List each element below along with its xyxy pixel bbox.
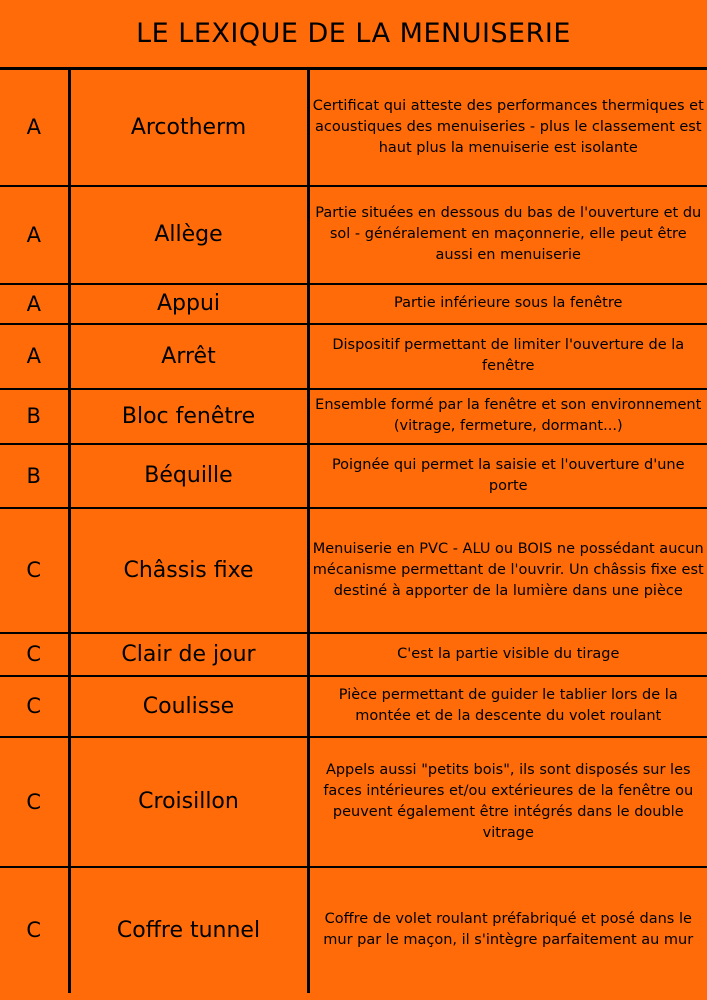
table-row (0, 737, 707, 867)
row-definition: Pièce permettant de guider le tablier lors de la montée et de la descente du volet roulant (308, 676, 707, 737)
row-definition: Partie situées en dessous du bas de l'ouverture et du sol - généralement en maçonnerie, elle peut être aussi en menuiserie (308, 186, 707, 284)
row-definition: Ensemble formé par la fenêtre et son environnement (vitrage, fermeture, dormant...) (308, 389, 707, 444)
row-term: Allège (69, 186, 308, 284)
row-term: Châssis fixe (69, 508, 308, 633)
lexicon-table (0, 67, 707, 993)
row-letter: B (0, 389, 69, 444)
page-title: LE LEXIQUE DE LA MENUISERIE (136, 18, 571, 49)
row-definition: Dispositif permettant de limiter l'ouverture de la fenêtre (308, 324, 707, 389)
row-letter: C (0, 737, 69, 867)
row-definition: C'est la partie visible du tirage (308, 633, 707, 676)
row-letter: A (0, 284, 69, 324)
row-letter: B (0, 444, 69, 508)
row-letter: A (0, 324, 69, 389)
row-term: Appui (69, 284, 308, 324)
row-letter: C (0, 508, 69, 633)
table-row (0, 284, 707, 324)
row-term: Clair de jour (69, 633, 308, 676)
row-definition: Partie inférieure sous la fenêtre (308, 284, 707, 324)
row-definition: Menuiserie en PVC - ALU ou BOIS ne possédant aucun mécanisme permettant de l'ouvrir. Un châssis fixe est destiné à apporter de la lumière dans une pièce (308, 508, 707, 633)
table-row (0, 867, 707, 993)
table-row (0, 186, 707, 284)
row-definition: Certificat qui atteste des performances thermiques et acoustiques des menuiseries - plus le classement est haut plus la menuiserie est isolante (308, 69, 707, 186)
table-row (0, 324, 707, 389)
row-definition: Poignée qui permet la saisie et l'ouverture d'une porte (308, 444, 707, 508)
table-row (0, 444, 707, 508)
row-term: Arcotherm (69, 69, 308, 186)
row-term: Coffre tunnel (69, 867, 308, 993)
row-letter: A (0, 69, 69, 186)
row-letter: C (0, 867, 69, 993)
row-term: Béquille (69, 444, 308, 508)
table-row (0, 633, 707, 676)
table-row (0, 508, 707, 633)
row-term: Coulisse (69, 676, 308, 737)
row-term: Arrêt (69, 324, 308, 389)
row-letter: C (0, 633, 69, 676)
row-term: Croisillon (69, 737, 308, 867)
table-row (0, 676, 707, 737)
row-term: Bloc fenêtre (69, 389, 308, 444)
table-row (0, 389, 707, 444)
row-definition: Appels aussi "petits bois", ils sont disposés sur les faces intérieures et/ou extérieures de la fenêtre ou peuvent également être intégrés dans le double vitrage (308, 737, 707, 867)
row-definition: Coffre de volet roulant préfabriqué et posé dans le mur par le maçon, il s'intègre parfaitement au mur (323, 911, 694, 948)
row-letter: A (0, 186, 69, 284)
table-row (0, 69, 707, 186)
row-letter: C (0, 676, 69, 737)
